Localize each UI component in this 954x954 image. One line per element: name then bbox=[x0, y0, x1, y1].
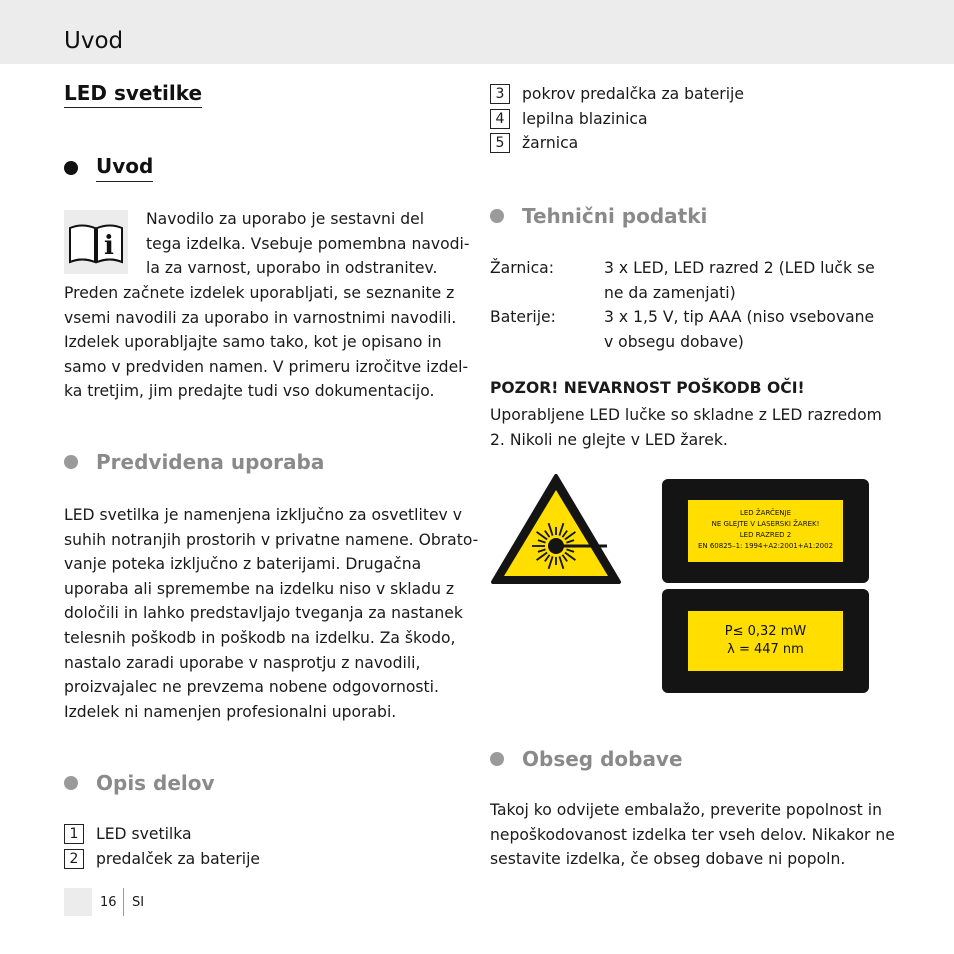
bullet-icon bbox=[64, 161, 78, 175]
part-item bbox=[490, 107, 744, 132]
warning-text: Uporabljene LED lučke so skladne z LED razredom 2. Nikoli ne glejte v LED žarek. bbox=[490, 406, 882, 449]
part-item bbox=[490, 131, 744, 156]
bullet-icon bbox=[64, 455, 78, 469]
language-code: SI bbox=[132, 895, 145, 910]
part-item bbox=[64, 847, 260, 872]
intro-text: Preden začnete izdelek uporabljati, se seznanite z vsemi navodili za uporabo in varnostnimi navodili. Izdelek uporabljajte samo tako, kot je opisano in samo v predviden namen. V primeru izročitve izdel- ka tretjim, jim predajte tudi vso dokumentacijo. bbox=[64, 284, 469, 401]
part-number: 3 bbox=[490, 84, 510, 104]
bullet-icon bbox=[490, 752, 504, 766]
section-scope-title: Obseg dobave bbox=[522, 747, 683, 771]
section-tech-title: Tehnični podatki bbox=[522, 204, 708, 228]
part-number: 2 bbox=[64, 849, 84, 869]
part-label: lepilna blazinica bbox=[522, 109, 648, 128]
section-intended-use-title: Predvidena uporaba bbox=[96, 450, 325, 474]
section-intro-title: Uvod bbox=[96, 153, 153, 182]
section-parts-heading bbox=[64, 770, 215, 796]
laser-class-label-text: LED ŽARČENJE NE GLEJTE V LASERSKI ŽAREK! LED RAZRED 2 EN 60825–1: 1994+A2:2001+A1:2002 bbox=[688, 500, 843, 562]
parts-list-continued bbox=[490, 82, 744, 156]
part-number: 4 bbox=[490, 109, 510, 129]
bullet-icon bbox=[64, 776, 78, 790]
part-label: žarnica bbox=[522, 134, 579, 153]
laser-power-label bbox=[662, 589, 869, 693]
footer-divider bbox=[123, 888, 124, 916]
intro-text-beside-icon: Navodilo za uporabo je sestavni del tega izdelka. Vsebuje pomembna navodi- la za varnost, uporabo in odstranitev. bbox=[146, 210, 470, 278]
section-intended-use-heading bbox=[64, 449, 324, 475]
bullet-icon bbox=[490, 209, 504, 223]
tech-label: Žarnica: bbox=[490, 259, 554, 277]
part-item bbox=[490, 82, 744, 107]
tech-value: 3 x 1,5 V, tip AAA (niso vsebovane v obsegu dobave) bbox=[604, 308, 875, 351]
warning-title: POZOR! NEVARNOST POŠKODB OČI! bbox=[490, 379, 805, 397]
manual-book-info-icon bbox=[64, 210, 128, 274]
section-tech-heading bbox=[490, 203, 707, 229]
section-scope-heading bbox=[490, 746, 683, 772]
footer-box bbox=[64, 888, 92, 916]
tech-value: 3 x LED, LED razred 2 (LED lučk se ne da zamenjati) bbox=[604, 259, 875, 302]
section-intro-heading bbox=[64, 153, 153, 182]
section-parts-title: Opis delov bbox=[96, 771, 215, 795]
header-title: Uvod bbox=[64, 28, 124, 54]
tech-label: Baterije: bbox=[490, 308, 556, 327]
part-number: 1 bbox=[64, 824, 84, 844]
laser-warning-triangle-icon bbox=[489, 472, 623, 586]
laser-class-label bbox=[662, 479, 869, 583]
header-bar bbox=[0, 0, 954, 64]
laser-power-label-text: P≤ 0,32 mW λ = 447 nm bbox=[688, 611, 843, 671]
document-title-text: LED svetilke bbox=[64, 81, 202, 108]
page-number: 16 bbox=[100, 895, 117, 910]
part-item bbox=[64, 822, 260, 847]
document-title bbox=[64, 80, 202, 106]
scope-text: Takoj ko odvijete embalažo, preverite popolnost in nepoškodovanost izdelka ter vseh delov. Nikakor ne sestavite izdelka, če obseg dobave ni popoln. bbox=[490, 801, 895, 869]
intended-use-text: LED svetilka je namenjena izključno za osvetlitev v suhih notranjih prostorih v privatne namene. Obrato- vanje poteka izključno z baterijami. Drugačna uporaba ali spremembe na izdelku niso v skladu z določili in lahko predstavljajo tveganja za nastanek telesnih poškodb in poškodb na izdelku. Za škodo, nastalo zaradi uporabe v nasprotju z navodili, proizvajalec ne prevzema nobene odgovornosti. Izdelek ni namenjen profesionalni uporabi. bbox=[64, 506, 479, 721]
tech-data-table bbox=[490, 256, 875, 354]
parts-list bbox=[64, 822, 260, 871]
tech-row-bulb bbox=[490, 256, 875, 305]
part-label: pokrov predalčka za baterije bbox=[522, 85, 744, 103]
svg-text:i: i bbox=[104, 231, 114, 261]
part-label: predalček za baterije bbox=[96, 849, 261, 868]
part-number: 5 bbox=[490, 133, 510, 153]
part-label: LED svetilka bbox=[96, 825, 192, 843]
tech-row-batteries bbox=[490, 305, 875, 354]
